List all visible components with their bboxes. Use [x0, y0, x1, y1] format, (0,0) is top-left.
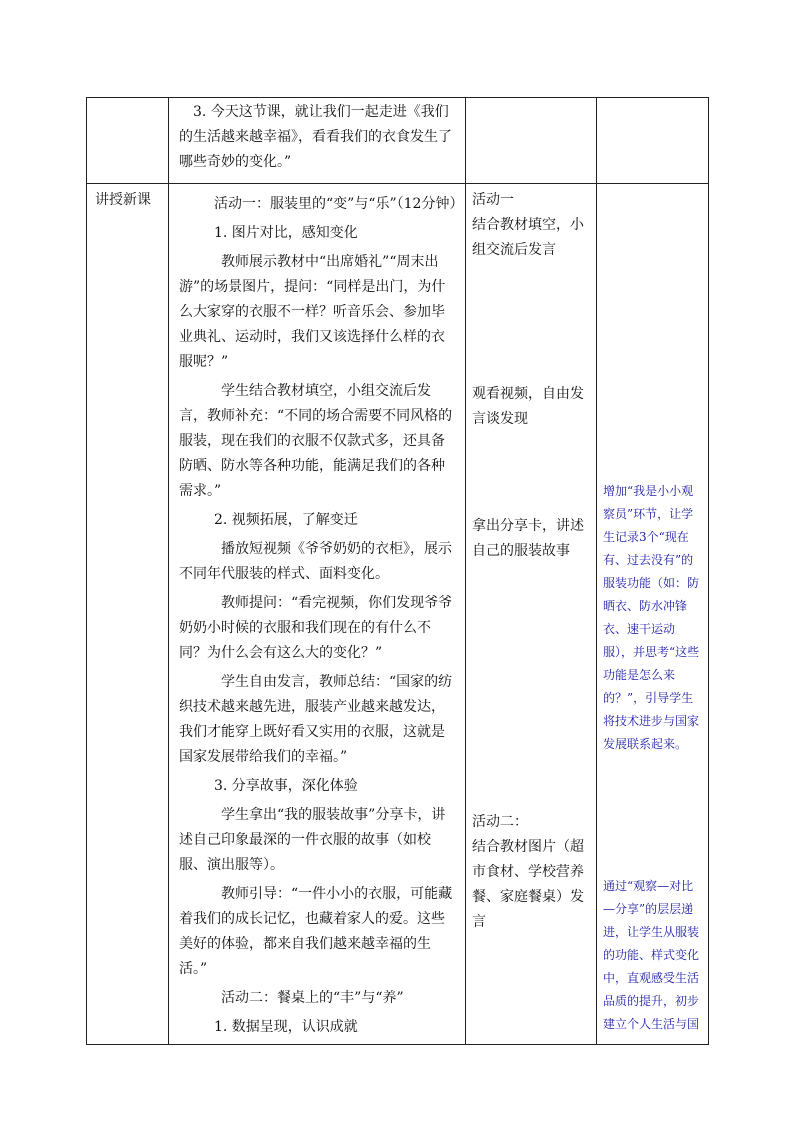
content-paragraph: 教师展示教材中“出席婚礼”“周末出游”的场景图片，提问：“同样是出门，为什么大家穿的衣服不一样？听音乐会、参加毕业典礼、运动时，我们又该选择什么样的衣服呢？”: [179, 254, 446, 370]
activity-heading: 活动一：服装里的“变”与“乐”（12分钟）: [214, 196, 464, 212]
table-row: [87, 184, 709, 1045]
design-notes-cell: [597, 98, 709, 184]
content-paragraph: 播放短视频《爷爷奶奶的衣柜》，展示不同年代服装的样式、面料变化。: [179, 541, 452, 582]
teacher-activity-cell: [169, 98, 466, 184]
lesson-plan-table: [86, 97, 709, 1045]
stage-cell-empty: [87, 98, 169, 184]
design-note-observer: 增加“我是小小观察员”环节，让学生记录3个“现在有、过去没有”的服装功能（如：防晒衣、防水冲锋衣、速干运动服），并思考“这些功能是怎么来的？”，引导学生将技术进步与国家发展联系起来。: [603, 484, 700, 751]
content-paragraph: 学生自由发言，教师总结：“国家的纺织技术越来越先进，服装产业越来越发达，我们才能穿上既好看又实用的衣服，这就是国家发展带给我们的幸福。”: [179, 674, 453, 765]
table-row: [87, 98, 709, 184]
step-heading: 1. 图片对比，感知变化: [214, 225, 358, 241]
student-activity-cell: [466, 98, 597, 184]
teacher-activity-cell: [169, 184, 466, 1045]
step-heading: 1. 数据呈现，认识成就: [214, 1019, 358, 1035]
design-note-progression: 通过“观察—对比—分享”的层层递进，让学生从服装的功能、样式变化中，直观感受生活品质的提升，初步建立个人生活与国: [603, 879, 700, 1031]
activity-two-text: 结合教材图片（超市食材、学校营养餐、家庭餐桌）发言: [472, 839, 584, 930]
activity-one-text: 结合教材填空，小组交流后发言: [472, 217, 584, 258]
step-heading: 3. 分享故事，深化体验: [214, 778, 358, 794]
step-heading: 2. 视频拓展，了解变迁: [214, 512, 358, 528]
intro-paragraph: 3. 今天这节课，就让我们一起走进《我们的生活越来越幸福》，看看我们的衣食发生了哪些奇妙的变化。”: [179, 104, 452, 170]
activity-one-title: 活动一: [472, 192, 514, 208]
design-notes-cell: [597, 184, 709, 1045]
share-card-text: 拿出分享卡，讲述自己的服装故事: [472, 518, 584, 559]
activity-heading: 活动二：餐桌上的“丰”与“养”: [221, 990, 404, 1006]
content-paragraph: 学生结合教材填空，小组交流后发言，教师补充：“不同的场合需要不同风格的服装，现在我们的衣服不仅款式多，还具备防晒、防水等各种功能，能满足我们的各种需求。”: [179, 383, 453, 499]
content-paragraph: 教师引导：“一件小小的衣服，可能藏着我们的成长记忆，也藏着家人的爱。这些美好的体验，都来自我们越来越幸福的生活。”: [179, 886, 453, 977]
content-paragraph: 教师提问：“看完视频，你们发现爷爷奶奶小时候的衣服和我们现在的有什么不同？为什么会有这么大的变化？”: [179, 595, 453, 661]
content-paragraph: 学生拿出“我的服装故事”分享卡，讲述自己印象最深的一件衣服的故事（如校服、演出服等）。: [179, 807, 446, 873]
student-activity-cell: [466, 184, 597, 1045]
activity-two-title: 活动二：: [472, 814, 528, 830]
stage-cell: [87, 184, 169, 1045]
video-response-text: 观看视频，自由发言谈发现: [472, 386, 584, 427]
stage-label: 讲授新课: [95, 192, 151, 208]
